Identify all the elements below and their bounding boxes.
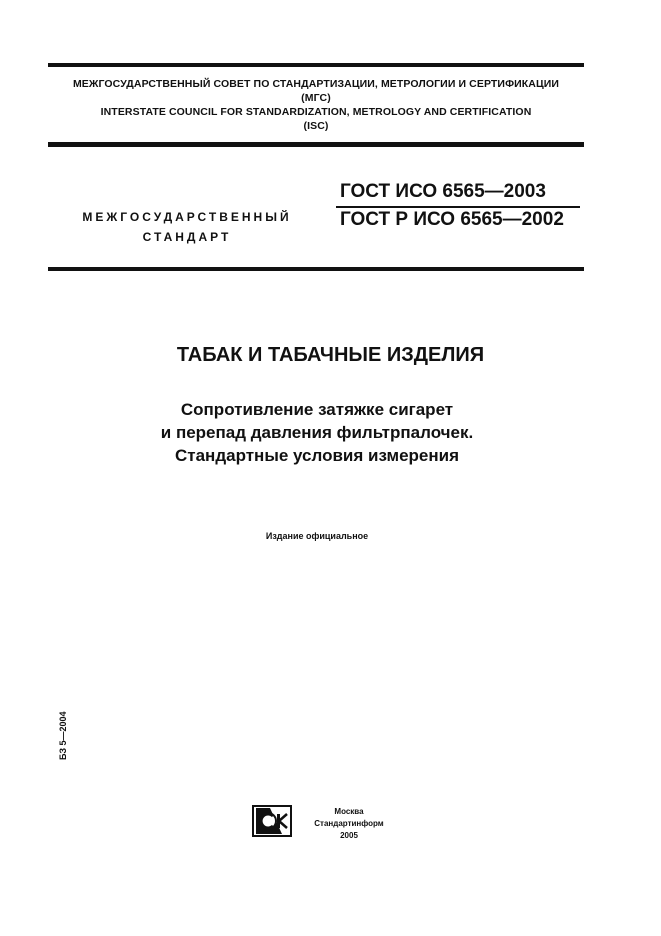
council-abbr-en: (ISC): [303, 120, 329, 132]
header-rule: [48, 142, 584, 147]
designation-rule: [48, 267, 584, 271]
council-name-ru: МЕЖГОСУДАРСТВЕННЫЙ СОВЕТ ПО СТАНДАРТИЗАЦИИ, МЕТРОЛОГИИ И СЕРТИФИКАЦИИ: [72, 78, 560, 90]
council-header: [48, 77, 584, 133]
subtitle-line1: Сопротивление затяжке сигарет: [180, 400, 454, 419]
subtitle-line2: и перепад давления фильтрпалочек.: [160, 423, 474, 442]
designation-secondary: ГОСТ Р ИСО 6565—2002: [340, 209, 564, 230]
standartinform-logo-icon: [252, 805, 292, 842]
top-rule: [48, 63, 584, 67]
publisher-year: 2005: [340, 831, 358, 840]
publisher-name: Стандартинформ: [314, 819, 384, 828]
subtitle-line3: Стандартные условия измерения: [175, 446, 459, 465]
side-code: БЗ 5—2004: [58, 711, 68, 760]
publisher-block: [306, 806, 392, 842]
edition-note: Издание официальное: [265, 531, 369, 541]
standard-type-line1: МЕЖГОСУДАРСТВЕННЫЙ: [82, 210, 292, 224]
designation-primary: ГОСТ ИСО 6565—2003: [340, 181, 546, 202]
standard-type-line2: СТАНДАРТ: [142, 230, 232, 244]
standartinform-logo-svg: [252, 805, 292, 837]
publisher-city: Москва: [334, 807, 364, 816]
council-name-en: INTERSTATE COUNCIL FOR STANDARDIZATION, METROLOGY AND CERTIFICATION: [100, 106, 532, 118]
designation-divider: [336, 206, 580, 208]
standard-type: [82, 207, 292, 247]
document-title: ТАБАК И ТАБАЧНЫЕ ИЗДЕЛИЯ: [176, 344, 485, 366]
council-abbr-ru: (МГС): [301, 92, 331, 104]
document-subtitle: [0, 398, 634, 467]
